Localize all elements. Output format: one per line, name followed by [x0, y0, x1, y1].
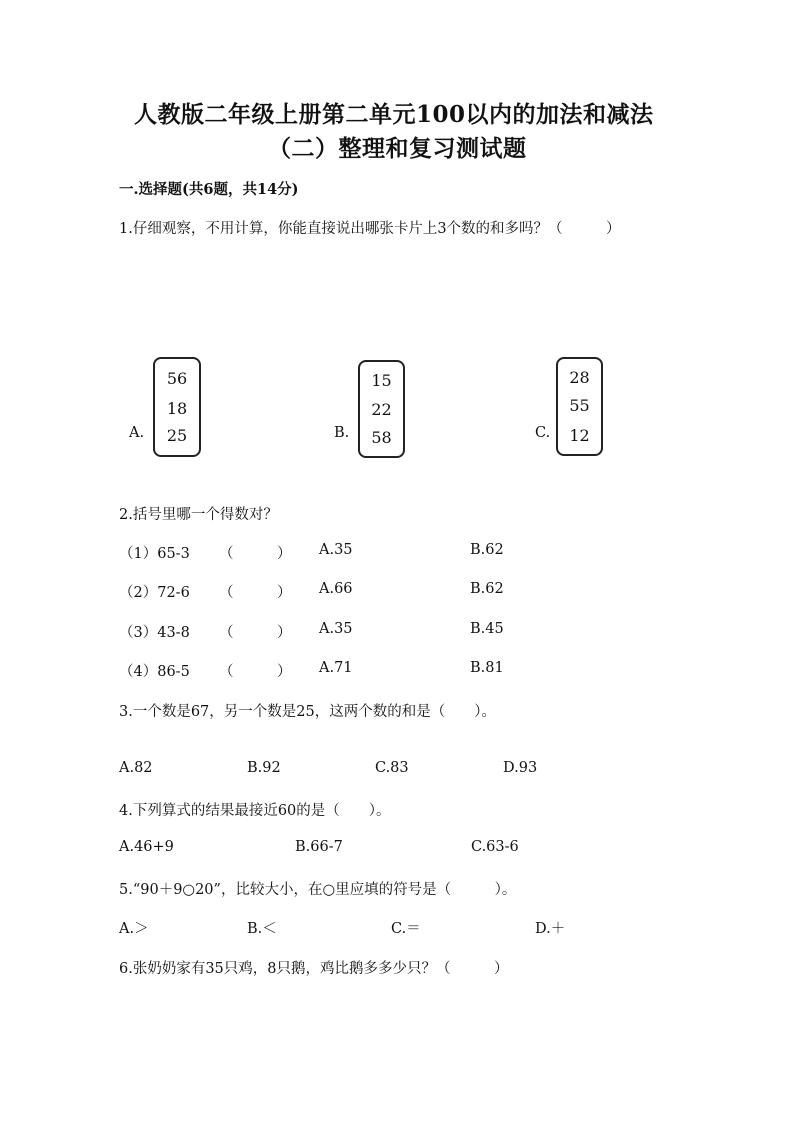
question-1-text: 1.仔细观察，不用计算，你能直接说出哪张卡片上3个数的和多吗？（ ） [119, 221, 621, 237]
number-card-b[interactable] [358, 360, 405, 458]
card-c-label[interactable]: C. [535, 425, 551, 441]
q4-option-a[interactable]: A.46+9 [119, 839, 174, 855]
card-c-number: 12 [569, 426, 590, 445]
q2-row-expr: （1）65-3 [119, 546, 190, 562]
q2-row-option-a[interactable]: A.66 [319, 581, 353, 597]
card-b-number: 15 [371, 371, 392, 390]
q2-row-expr: （2）72-6 [119, 585, 190, 601]
number-card-a[interactable] [153, 357, 201, 457]
q2-row-blank[interactable]: （ ） [219, 585, 292, 601]
q3-option-b[interactable]: B.92 [247, 760, 281, 776]
q5-option-b[interactable]: B.＜ [247, 921, 277, 937]
card-b-number: 22 [371, 400, 392, 419]
q2-row-option-b[interactable]: B.45 [470, 621, 504, 637]
q2-row-option-b[interactable]: B.62 [470, 581, 504, 597]
q2-row-option-b[interactable]: B.62 [470, 542, 504, 558]
page-title-line2: （二）整理和复习测试题 [268, 135, 527, 162]
q4-option-c[interactable]: C.63-6 [471, 839, 519, 855]
q2-row-expr: （4）86-5 [119, 664, 190, 680]
q5-option-d[interactable]: D.＋ [535, 921, 566, 937]
card-b-number: 58 [371, 428, 392, 447]
q2-row-blank[interactable]: （ ） [219, 625, 292, 641]
q4-option-b[interactable]: B.66-7 [295, 839, 343, 855]
q2-row-option-a[interactable]: A.35 [319, 542, 353, 558]
card-b-label[interactable]: B. [334, 425, 350, 441]
q3-option-c[interactable]: C.83 [375, 760, 409, 776]
q2-row-blank[interactable]: （ ） [219, 664, 292, 680]
question-6-text: 6.张奶奶家有35只鸡，8只鹅，鸡比鹅多多少只？（ ） [119, 961, 509, 977]
card-c-number: 55 [569, 396, 590, 415]
card-a-number: 18 [166, 399, 188, 418]
q3-option-d[interactable]: D.93 [503, 760, 538, 776]
card-a-label[interactable]: A. [129, 425, 145, 441]
card-a-number: 25 [166, 426, 188, 445]
q2-row-option-a[interactable]: A.71 [319, 660, 353, 676]
section-heading: 一.选择题(共6题，共14分) [119, 181, 299, 198]
question-2-text: 2.括号里哪一个得数对？ [119, 507, 278, 523]
question-5-text: 5.“90＋9○20”，比较大小，在○里应填的符号是（ ）。 [119, 882, 517, 898]
card-c-number: 28 [569, 368, 590, 387]
question-4-text: 4.下列算式的结果最接近60的是（ ）。 [119, 803, 391, 819]
q2-row-blank[interactable]: （ ） [219, 546, 292, 562]
q3-option-a[interactable]: A.82 [119, 760, 153, 776]
number-card-c[interactable] [556, 357, 603, 456]
q2-row-expr: （3）43-8 [119, 625, 190, 641]
q5-option-c[interactable]: C.＝ [391, 921, 421, 937]
q2-row-option-a[interactable]: A.35 [319, 621, 353, 637]
q5-option-a[interactable]: A.＞ [119, 921, 149, 937]
card-a-number: 56 [166, 369, 188, 388]
q2-row-option-b[interactable]: B.81 [470, 660, 504, 676]
question-3-text: 3.一个数是67，另一个数是25，这两个数的和是（ ）。 [119, 704, 496, 720]
page-title-line1: 人教版二年级上册第二单元100以内的加法和减法 [134, 101, 654, 128]
